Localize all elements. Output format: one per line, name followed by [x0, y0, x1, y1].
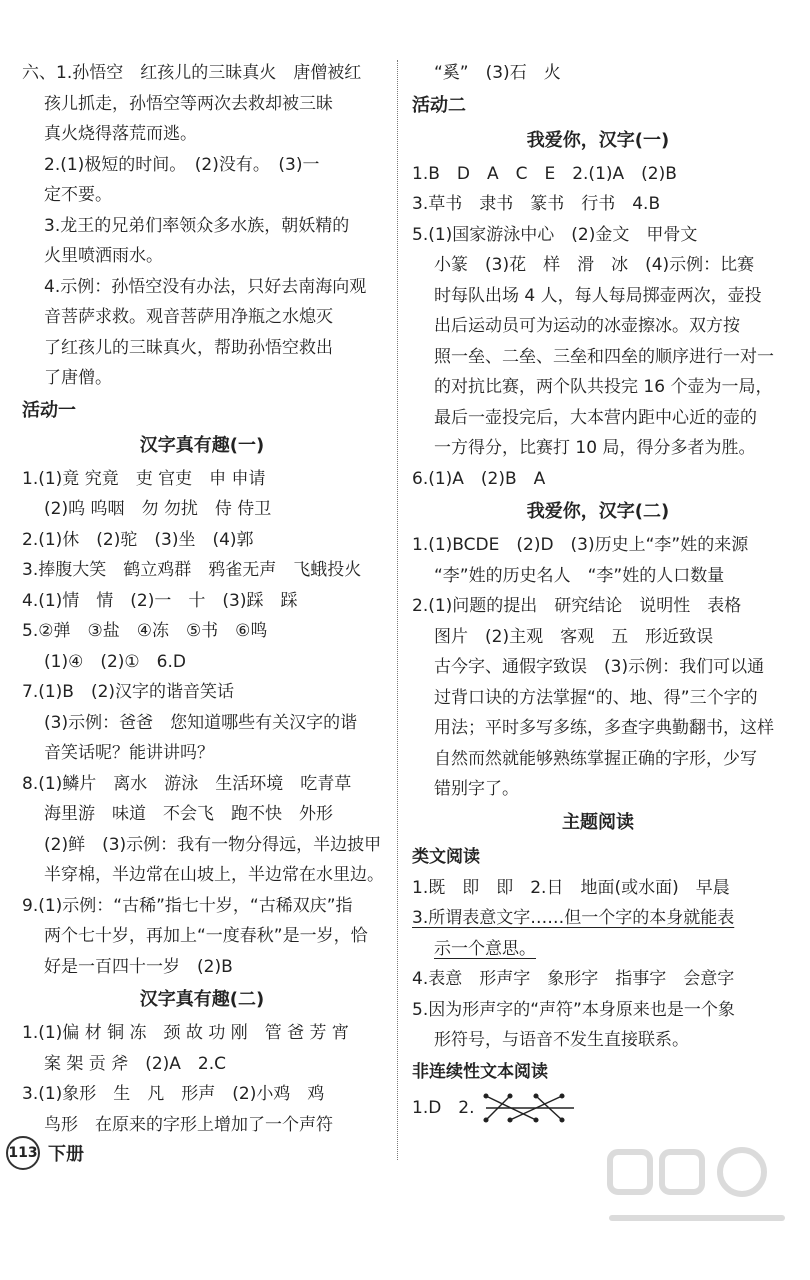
lei-line-3 [412, 934, 784, 965]
activity2-heading: 活动二 [412, 94, 466, 116]
sub1-line-7: (1)④ (2)① 6.D [44, 651, 186, 672]
q6-line-8: 4.示例：孙悟空没有办法，只好去南海向观 [44, 276, 367, 297]
sub3-line-11: 6.(1)A (2)B A [412, 468, 546, 489]
sub1-line-15: 9.(1)示例：“古稀”指七十岁，“古稀双庆”指 [22, 895, 353, 916]
watermark-logo [602, 1140, 792, 1240]
activity1-heading: 活动一 [22, 399, 76, 421]
sub1-line-8: 7.(1)B (2)汉字的谐音笑话 [22, 682, 235, 702]
q6-line-1: 六、1.孙悟空 红孩儿的三昧真火 唐僧被红 [22, 63, 362, 83]
sub4-line-3: 2.(1)问题的提出 研究结论 说明性 表格 [412, 596, 742, 616]
sub1-heading: 汉字真有趣(一) [139, 434, 265, 456]
q6-line-4: 2.(1)极短的时间。 (2)没有。 (3)一 [44, 154, 320, 175]
lei-line-4: 4.表意 形声字 象形字 指事字 会意字 [412, 969, 735, 989]
lei-line-2 [412, 903, 784, 934]
continued-line: “奚” (3)石 火 [434, 63, 561, 83]
lei-line-2-text: 3.所谓表意文字……但一个字的本身就能表 [412, 908, 735, 928]
sub3-line-1: 1.B D A C E 2.(1)A (2)B [412, 163, 677, 184]
lei-line-6: 形符号，与语音不发生直接联系。 [434, 1030, 689, 1050]
sub1-line-4: 3.捧腹大笑 鹤立鸡群 鸦雀无声 飞蛾投火 [22, 560, 362, 580]
fei-heading: 非连续性文本阅读 [412, 1061, 548, 1082]
sub3-line-8: 的对抗比赛，两个队共投完 16 个壶为一局， [434, 377, 773, 397]
q6-line-11: 了唐僧。 [44, 368, 112, 388]
sub1-line-17: 好是一百四十一岁 (2)B [44, 956, 233, 977]
sub1-line-12: 海里游 味道 不会飞 跑不快 外形 [44, 804, 333, 824]
sub1-line-2: (2)呜 呜咽 勿 勿扰 侍 侍卫 [44, 499, 272, 519]
lei-line-3-text: 示一个意思。 [434, 938, 536, 959]
sub1-line-3: 2.(1)休 (2)驼 (3)坐 (4)郭 [22, 529, 254, 550]
q6-line-6: 3.龙王的兄弟们率领众多水族，朝妖精的 [44, 215, 350, 236]
sub3-line-4: 小篆 (3)花 样 滑 冰 (4)示例：比赛 [434, 255, 755, 275]
column-divider [397, 60, 398, 1160]
fei-line [412, 1088, 784, 1128]
sub3-line-7: 照一垒、二垒、三垒和四垒的顺序进行一对一 [434, 346, 774, 367]
sub2-heading: 汉字真有趣(二) [139, 989, 265, 1010]
sub4-line-9: 错别字了。 [434, 779, 519, 799]
sub1-line-16: 两个七十岁，再加上“一度春秋”是一岁，恰 [44, 926, 368, 946]
lei-heading: 类文阅读 [412, 846, 480, 867]
fei-answer-text: 1.D 2. [412, 1097, 475, 1118]
left-column [22, 58, 382, 1140]
lei-line-1: 1.既 即 即 2.日 地面(或水面) 早晨 [412, 877, 730, 898]
sub1-line-1: 1.(1)竟 究竟 吏 官吏 申 申请 [22, 468, 266, 489]
sub3-line-3: 5.(1)国家游泳中心 (2)金文 甲骨文 [412, 224, 698, 245]
sub1-line-9: (3)示例：爸爸 您知道哪些有关汉字的谐 [44, 712, 358, 733]
right-column [412, 58, 784, 1128]
sub1-line-6: 5.②弹 ③盐 ④冻 ⑤书 ⑥鸣 [22, 621, 268, 641]
page-footer [6, 1136, 84, 1170]
sub4-line-2: “李”姓的历史名人 “李”姓的人口数量 [434, 565, 725, 586]
q6-line-7: 火里喷洒雨水。 [44, 246, 163, 266]
sub2-line-2: 案 架 贡 斧 (2)A 2.C [44, 1053, 227, 1074]
sub4-line-7: 用法；平时多写多练，多查字典勤翻书，这样 [434, 718, 774, 738]
volume-label: 下册 [48, 1144, 84, 1165]
sub3-line-6: 出后运动员可为运动的冰壶擦冰。双方按 [434, 316, 740, 336]
sub4-line-8: 自然而然就能够熟练掌握正确的字形，少写 [434, 748, 757, 769]
sub2-line-3: 3.(1)象形 生 凡 形声 (2)小鸡 鸡 [22, 1084, 325, 1104]
sub4-line-6: 过背口诀的方法掌握“的、地、得”三个字的 [434, 687, 758, 708]
sub4-line-1: 1.(1)BCDE (2)D (3)历史上“李”姓的来源 [412, 535, 749, 555]
q6-line-9: 音菩萨求救。观音菩萨用净瓶之水熄灭 [44, 307, 333, 327]
matching-lines-diagram [480, 1088, 580, 1128]
q6-line-5: 定不要。 [44, 185, 112, 205]
sub4-line-4: 图片 (2)主观 客观 五 形近致误 [434, 626, 714, 647]
sub4-line-5: 古今字、通假字致误 (3)示例：我们可以通 [434, 657, 765, 677]
page-number: 113 [6, 1136, 40, 1170]
q6-line-10: 了红孩儿的三昧真火，帮助孙悟空救出 [44, 337, 333, 358]
q6-line-3: 真火烧得落荒而逃。 [44, 124, 197, 144]
sub2-line-1: 1.(1)偏 材 铜 冻 颈 故 功 刚 管 爸 芳 宵 [22, 1023, 349, 1043]
sub3-line-10: 一方得分，比赛打 10 局，得分多者为胜。 [434, 438, 756, 458]
sub4-heading: 我爱你，汉字(二) [526, 501, 670, 522]
sub1-line-11: 8.(1)鳞片 离水 游泳 生活环境 吃青草 [22, 773, 352, 794]
sub1-line-13: (2)鲜 (3)示例：我有一物分得远，半边披甲 [44, 834, 382, 855]
sub1-line-10: 音笑话呢？能讲讲吗？ [44, 743, 214, 763]
lei-line-5: 5.因为形声字的“声符”本身原来也是一个象 [412, 999, 735, 1020]
sub1-line-14: 半穿棉，半边常在山坡上，半边常在水里边。 [44, 865, 384, 885]
sub2-line-4: 鸟形 在原来的字形上增加了一个声符 [44, 1114, 333, 1135]
sub3-line-9: 最后一壶投完后，大本营内距中心近的壶的 [434, 407, 757, 428]
sub3-line-5: 时每队出场 4 人，每人每局掷壶两次，壶投 [434, 285, 762, 306]
sub3-line-2: 3.草书 隶书 篆书 行书 4.B [412, 194, 661, 214]
sub3-heading: 我爱你，汉字(一) [526, 129, 670, 151]
q6-line-2: 孩儿抓走，孙悟空等两次去救却被三昧 [44, 93, 333, 114]
sub1-line-5: 4.(1)情 情 (2)一 十 (3)踩 踩 [22, 590, 298, 611]
topic-heading: 主题阅读 [562, 811, 634, 833]
